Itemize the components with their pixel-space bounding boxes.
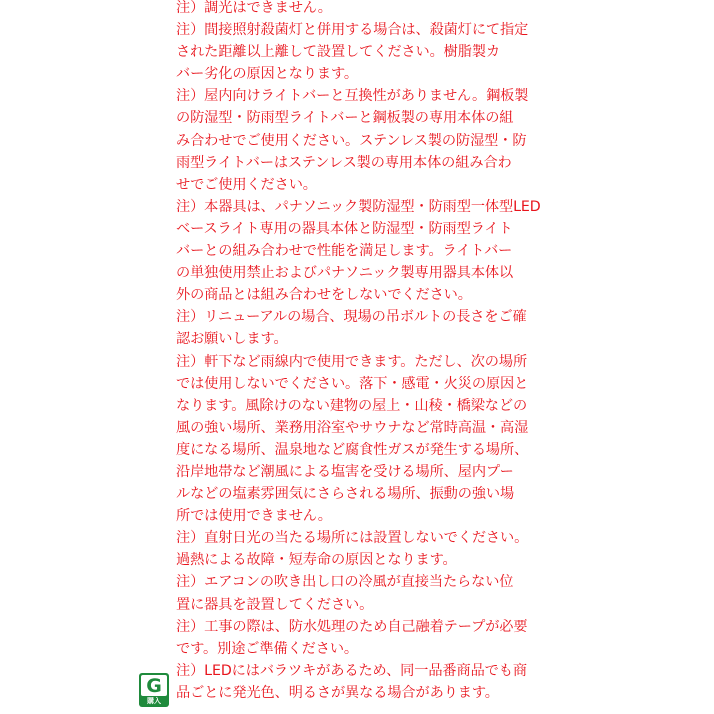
note-line: です。別途ご準備ください。 (176, 640, 359, 657)
note-line: 注）リニューアルの場合、現場の吊ボルトの長さをご確 (176, 309, 527, 326)
note-line: された距離以上離して設置してください。樹脂製カ (176, 44, 501, 61)
note-line: 注）直射日光の当たる場所には設置しないでください。 (176, 530, 529, 547)
note-line: 注）屋内向けライトバーと互換性がありません。鋼板製 (176, 88, 529, 105)
note-line: バー劣化の原因となります。 (176, 66, 359, 83)
note-line: 沿岸地帯など潮風による塩害を受ける場所、屋内プー (176, 463, 514, 480)
note-line: では使用しないでください。落下・感電・火災の原因と (176, 375, 529, 392)
note-line: み合わせでご使用ください。ステンレス製の防湿型・防 (176, 132, 527, 149)
badge-label: 購入 (147, 697, 161, 705)
note-line: の単独使用禁止およびパナソニック製専用器具本体以 (176, 265, 514, 282)
note-line: 風の強い場所、業務用浴室やサウナなど常時高温・高湿 (176, 419, 529, 436)
note-line: なります。風除けのない建物の屋上・山稜・橋梁などの (176, 397, 528, 414)
note-line: 置に器具を設置してください。 (176, 596, 374, 613)
note-line: ルなどの塩素雰囲気にさらされる場所、振動の強い場 (176, 486, 515, 503)
note-line: 注）間接照射殺菌灯と併用する場合は、殺菌灯にて指定 (176, 22, 529, 39)
note-line: 注）軒下など雨線内で使用できます。ただし、次の場所 (176, 353, 528, 370)
note-line: 注）エアコンの吹き出し口の冷風が直接当たらない位 (176, 574, 514, 591)
note-line: 過熱による故障・短寿命の原因となります。 (176, 552, 457, 569)
note-line: 注）LEDにはバラツキがあるため、同一品番商品でも商 (176, 662, 527, 679)
note-line: 度になる場所、温泉地など腐食性ガスが発生する場所、 (176, 441, 529, 458)
note-line: の防湿型・防雨型ライトバーと鋼板製の専用本体の組 (176, 110, 514, 127)
note-line: 品ごとに発光色、明るさが異なる場合があります。 (176, 684, 499, 701)
note-line: 所では使用できません。 (176, 508, 332, 525)
note-line: 雨型ライトバーはステンレス製の専用本体の組み合わ (176, 154, 512, 171)
note-line: 注）本器具は、パナソニック製防湿型・防雨型一体型LED (176, 198, 541, 215)
green-purchasing-badge (139, 673, 169, 707)
note-line: バーとの組み合わせで性能を満足します。ライトバー (176, 243, 513, 260)
note-line: ベースライト専用の器具本体と防湿型・防雨型ライト (176, 220, 513, 237)
note-line: 外の商品とは組み合わせをしないでください。 (176, 287, 472, 304)
note-line: せでご使用ください。 (176, 176, 317, 193)
badge-letter: G (146, 675, 162, 697)
note-line: 注）調光はできません。 (176, 0, 332, 16)
note-line: 注）工事の際は、防水処理のため自己融着テープが必要 (176, 618, 528, 635)
notes-text-block (176, 0, 596, 704)
note-line: 認お願いします。 (176, 331, 288, 348)
